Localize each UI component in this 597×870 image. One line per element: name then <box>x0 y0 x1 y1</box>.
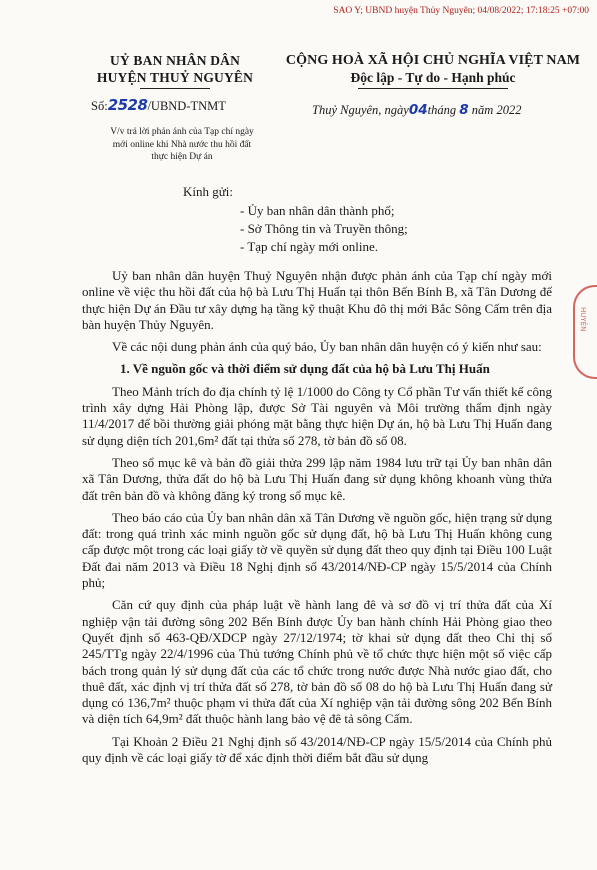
date-prefix: Thuỷ Nguyên, ngày <box>312 103 409 117</box>
national-motto: Độc lập - Tự do - Hạnh phúc <box>350 70 516 85</box>
document-number <box>91 96 226 114</box>
digital-signature-line: SAO Y; UBND huyện Thủy Nguyên; 04/08/2022; 17:18:25 +07:00 <box>333 6 589 16</box>
subject-line: mới online khi Nhà nước thu hồi đất <box>112 139 252 150</box>
subject-line: thực hiện Dự án <box>151 152 213 162</box>
body-paragraph: Căn cứ quy định của pháp luật về hành lang đê và sơ đồ vị trí thửa đất của Xí nghiệp vận tải đường sông 202 Bến Bính được Ủy ban hành chính Hải Phòng giao theo Quyết định số 463-QĐ/XDCP ngày 27/12/1974; tờ khai sử dụng đất theo Chỉ thị số 245/TTg ngày 22/4/1996 của Thủ tướng Chính phủ về tổ chức thực hiện một số việc cấp bách trong quản lý sử dụng đất của các tổ chức trong nước được Nhà nước giao đất, cho thuê đất, xác định vị trí thửa đất số 278, tờ bản đồ số 08 do hộ bà Lưu Thị Huấn đang sử dụng có 136,7m² thuộc phạm vi thửa đất của Xí nghiệp vận tải đường sông 202 Bến Bính và diện tích 64,9m² đất thuộc hành lang bảo vệ đê tả sông Cấm. <box>82 597 552 727</box>
doc-no-suffix: /UBND-TNMT <box>147 99 226 113</box>
date-day-handwritten: 04 <box>408 102 428 118</box>
date-suffix: năm 2022 <box>471 103 522 117</box>
issuer-underline <box>140 88 210 89</box>
salutation: Kính gửi: <box>183 184 234 199</box>
document-body <box>82 268 552 772</box>
body-paragraph: Uỷ ban nhân dân huyện Thuỷ Nguyên nhận được phản ánh của Tạp chí ngày mới online về việc thu hồi đất của hộ bà Lưu Thị Huấn tại thôn Bến Bính B, xã Tân Dương để thực hiện Dự án Đầu tư xây dựng hạ tầng kỹ thuật Khu đô thị mới Bắc Sông Cấm trên địa bàn huyện Thủy Nguyên. <box>82 268 552 332</box>
recipient-item: - Tạp chí ngày mới online. <box>240 239 379 254</box>
body-paragraph: Theo sổ mục kê và bản đồ giải thửa 299 lập năm 1984 lưu trữ tại Ủy ban nhân dân xã Tân Dương, thửa đất do hộ bà Lưu Thị Huấn đang sử dụng không khoanh vùng thửa đất trên bản đồ và không đăng ký trong sổ mục kê. <box>82 454 552 503</box>
issuer-org-line1: UỶ BAN NHÂN DÂN <box>109 53 241 68</box>
doc-no-prefix: Số: <box>91 99 108 113</box>
issuer-header <box>80 52 270 89</box>
seal-stamp-edge <box>573 285 597 379</box>
body-paragraph: Tại Khoản 2 Điều 21 Nghị định số 43/2014/NĐ-CP ngày 15/5/2014 của Chính phủ quy định về các loại giấy tờ để xác định thời điểm bắt đầu sử dụng <box>82 733 552 766</box>
motto-underline <box>358 88 508 89</box>
recipient-item: - Sở Thông tin và Truyền thông; <box>240 221 408 236</box>
date-mid: tháng <box>427 103 457 117</box>
body-paragraph: Theo Mảnh trích đo địa chính tỷ lệ 1/1000 do Công ty Cổ phần Tư vấn thiết kế công trình xây dựng Hải Phòng lập, được Sở Tài nguyên và Môi trường thẩm định ngày 11/4/2017 để bồi thường giải phóng mặt bằng thực hiện Dự án, hộ bà Lưu Thị Huấn đang sử dụng diện tích 201,6m² đất tại thửa số 278, tờ bản đồ số 08. <box>82 383 552 448</box>
national-header <box>283 52 583 89</box>
body-paragraph: Theo báo cáo của Ủy ban nhân dân xã Tân Dương về nguồn gốc, hiện trạng sử dụng đất: trong quá trình xác minh nguồn gốc sử dụng đất, hộ bà Lưu Thị Huấn không cung cấp được một trong các loại giấy tờ về quyền sử dụng đất theo quy định tại Điều 100 Luật Đất đai năm 2013 và Điều 18 Nghị định số 43/2014/NĐ-CP ngày 15/5/2014 của Chính phủ; <box>82 509 552 591</box>
section-heading: 1. Về nguồn gốc và thời điểm sử dụng đất của hộ bà Lưu Thị Huấn <box>120 361 490 377</box>
place-and-date <box>312 102 521 118</box>
seal-stamp-text: HUYỆN <box>579 307 587 332</box>
doc-no-handwritten: 2528 <box>107 96 148 114</box>
issuer-org-line2: HUYỆN THUỶ NGUYÊN <box>96 70 254 85</box>
document-subject <box>82 126 282 164</box>
recipient-item: - Ủy ban nhân dân thành phố; <box>240 203 395 218</box>
date-month-handwritten: 8 <box>459 102 469 118</box>
nation-title: CỘNG HOÀ XÃ HỘI CHỦ NGHĨA VIỆT NAM <box>285 53 581 68</box>
recipients-list <box>240 202 408 256</box>
subject-line: V/v trả lời phản ánh của Tạp chí ngày <box>110 127 254 137</box>
body-paragraph: Về các nội dung phản ánh của quý báo, Ủy ban nhân dân huyện có ý kiến như sau: <box>112 339 542 355</box>
